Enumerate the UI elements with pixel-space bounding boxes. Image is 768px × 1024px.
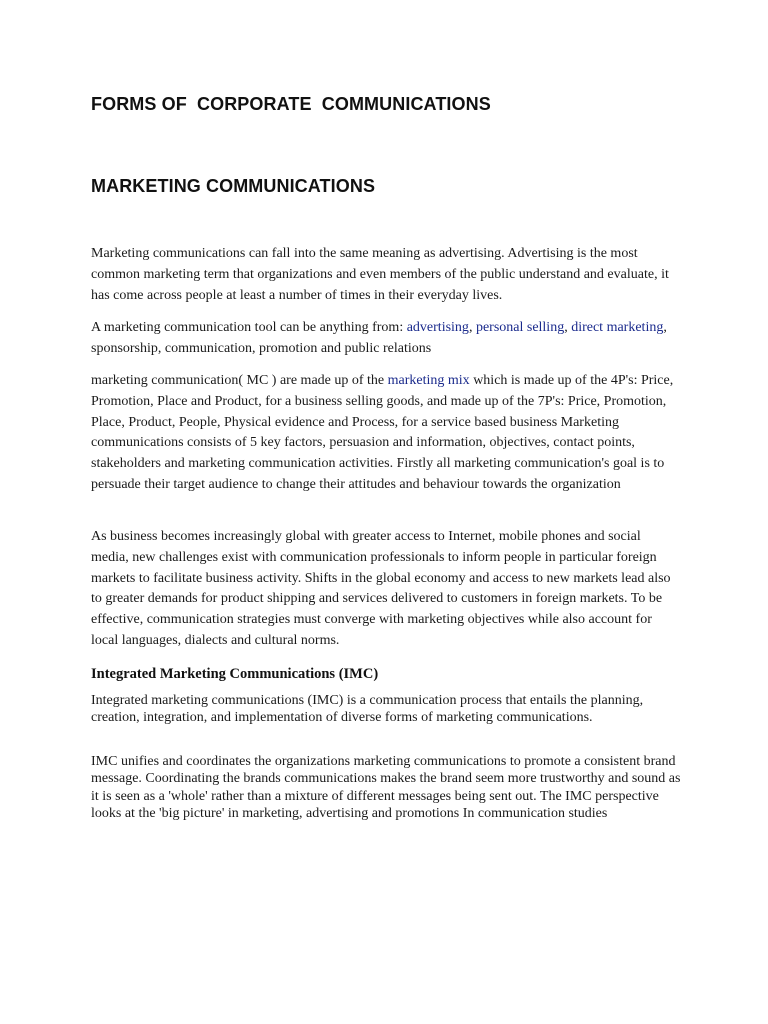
global-business-paragraph: As business becomes increasingly global with greater access to Internet, mobile phones and social media, new challenges exist with communication professionals to inform people in particular foreign markets to facilitate business activity. Shifts in the global economy and access to new markets lead also to greater demands for product shipping and services delivered to customers in foreign markets. To be effective, communication strategies must converge with marketing objectives while also account for local languages, dialects and cultural norms.: [91, 529, 671, 648]
imc-coordination-paragraph: IMC unifies and coordinates the organizations marketing communications to promote a consistent brand message. Coordinating the brands communications makes the brand seem more trustworthy and sound as it is seen as a 'whole' rather than a mixture of different messages being sent out. The IMC perspective looks at the 'big picture' in marketing, advertising and promotions In communication studies: [91, 754, 681, 822]
tools-separator-1: ,: [468, 320, 476, 335]
imc-heading: Integrated Marketing Communications (IMC): [91, 666, 379, 682]
section-title: MARKETING COMMUNICATIONS: [91, 176, 376, 196]
tools-paragraph: [91, 318, 681, 360]
tools-text-start: A marketing communication tool can be anything from:: [91, 320, 407, 335]
mix-text-start: marketing communication( MC ) are made up of the: [91, 373, 388, 388]
mix-text-end: which is made up of the 4P's: Price, Promotion, Place and Product, for a business selling goods, and made up of the 7P's: Price, Promotion, Place, Product, People, Physical evidence and Process, for a service based business Marketing communications consists of 5 key factors, persuasion and information, objectives, contact points, stakeholders and marketing communication activities. Firstly all marketing communication's goal is to persuade their target audience to change their attitudes and behaviour towards the organization: [91, 373, 674, 492]
direct-marketing-link[interactable]: direct marketing: [571, 320, 664, 335]
personal-selling-link[interactable]: personal selling: [475, 320, 565, 335]
tools-separator-3: ,: [663, 320, 667, 335]
intro-paragraph: Marketing communications can fall into the same meaning as advertising. Advertising is the most common marketing term that organizations and even members of the public understand and evaluate, it has come across people at least a number of times in their everyday lives.: [91, 246, 669, 303]
imc-definition-paragraph: Integrated marketing communications (IMC) is a communication process that entails the planning, creation, integration, and implementation of diverse forms of marketing communications.: [91, 693, 644, 726]
marketing-mix-paragraph: [91, 371, 681, 496]
document-title: FORMS OF CORPORATE COMMUNICATIONS: [91, 94, 491, 114]
tools-separator-2: ,: [564, 320, 572, 335]
advertising-link[interactable]: advertising: [406, 320, 469, 335]
marketing-mix-link[interactable]: marketing mix: [387, 373, 470, 388]
tools-text-end: sponsorship, communication, promotion and public relations: [91, 340, 432, 356]
